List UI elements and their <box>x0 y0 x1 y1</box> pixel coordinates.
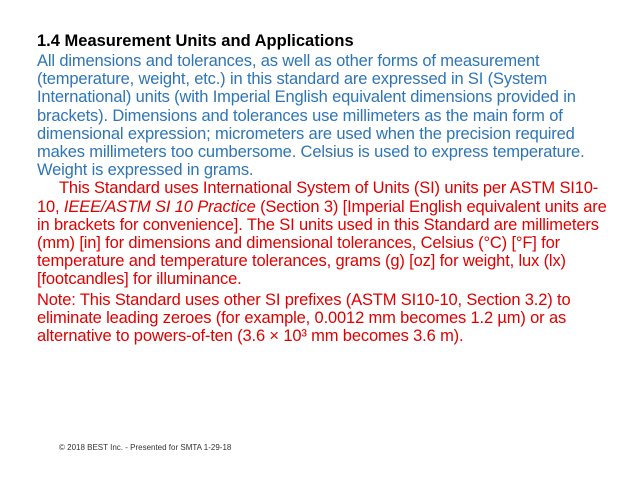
si-units-standard-title: IEEE/ASTM SI 10 Practice <box>63 197 256 216</box>
units-overview-paragraph: All dimensions and tolerances, as well as other forms of measurement (temperature, weight, etc.) in this standard are expressed in SI (System International) units (with Imperial English equivalent dimensions provided in brackets). Dimensions and tolerances use millimeters as the main form of dimensional expression; micrometers are used when the precision required makes millimeters too cumbersome. Celsius is used to express temperature. Weight is expressed in grams. <box>37 52 585 180</box>
si-prefixes-note: Note: This Standard uses other SI prefixes (ASTM SI10-10, Section 3.2) to eliminate leading zeroes (for example, 0.0012 mm becomes 1.2 µm) or as alternative to powers-of-ten (3.6 × 10³ mm becomes 3.6 m). <box>37 290 571 346</box>
si-units-paragraph <box>37 179 617 288</box>
copyright-footer: © 2018 BEST Inc. - Presented for SMTA 1-29-18 <box>59 443 232 452</box>
si-units-text-part2: (Section 3) [Imperial English equivalent units are in brackets for convenience]. The SI units used in this Standard are millimeters (mm) [in] for dimensions and dimensional tolerances, Celsius (°C) [°F] for temperature and temperature tolerances, grams (g) [oz] for weight, lux (lx) [footcandles] for illuminance. <box>37 197 607 289</box>
si-units-text-part1: This Standard uses International System of Units (SI) units per ASTM SI10-10, <box>37 179 599 216</box>
slide-content <box>37 31 617 345</box>
section-heading: 1.4 Measurement Units and Applications <box>37 32 354 50</box>
